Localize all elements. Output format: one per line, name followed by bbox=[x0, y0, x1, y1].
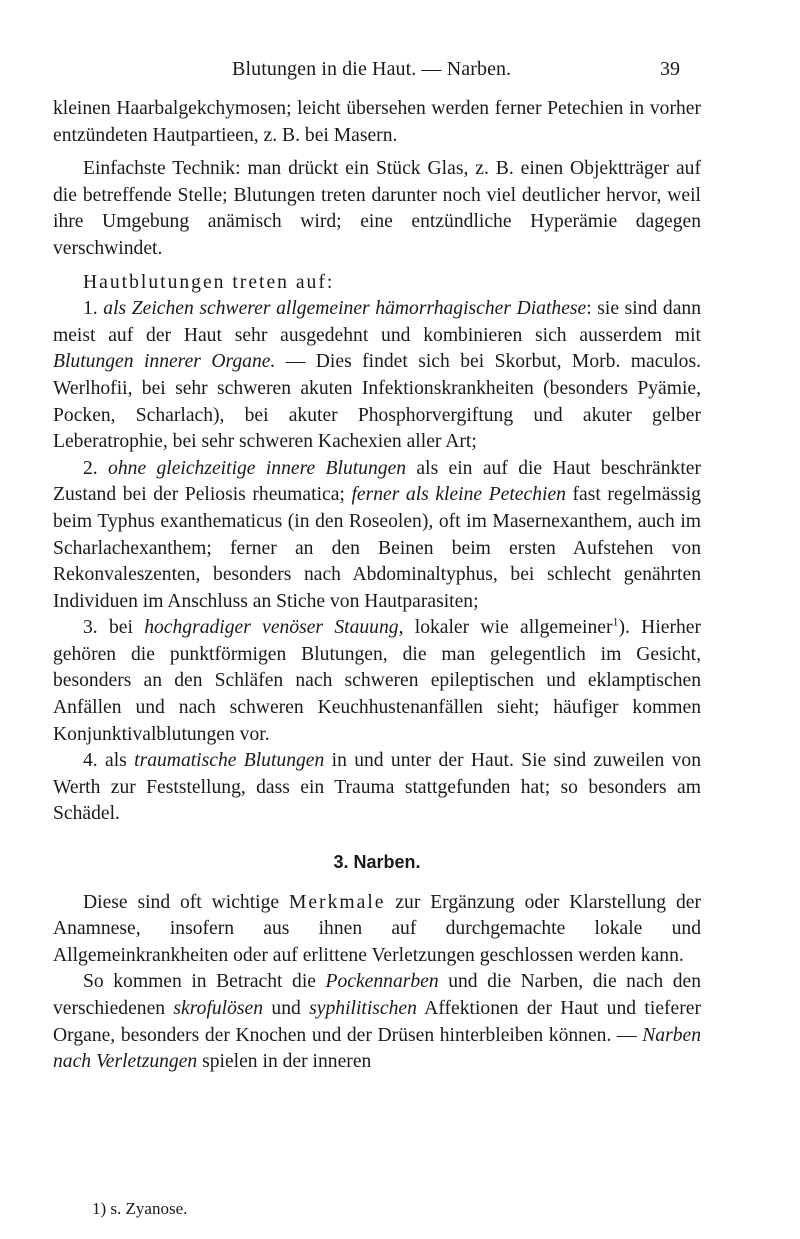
paragraph-scars-intro: Diese sind oft wichtige Merkmale zur Ergänzung oder Klarstellung der Anamnese, insofern aus ihnen auf durchgemachte lokale und Allgemeinkrankheiten oder auf erlittene Verletzungen geschlossen werden kann. bbox=[53, 891, 701, 966]
page-number: 39 bbox=[660, 58, 680, 80]
running-head: Blutungen in die Haut. — Narben. bbox=[232, 58, 512, 80]
paragraph-scars-types: So kommen in Betracht die Pockennarben und die Narben, die nach den verschiedenen skrofulösen und syphilitischen Affektionen der Haut und tieferer Organe, besonders der Knochen und der Drüsen hinterbleiben können. — Narben nach Verletzungen spielen in der inneren bbox=[53, 971, 701, 1073]
list-item-4: 4. als traumatische Blutungen in und unter der Haut. Sie sind zuweilen von Werth zur Feststellung, dass ein Trauma stattgefunden hat; so besonders am Schädel. bbox=[53, 750, 701, 825]
paragraph-continuation: kleinen Haarbalgekchymosen; leicht übersehen werden ferner Petechien in vorher entzündeten Hautpartieen, z. B. bei Masern. bbox=[53, 98, 701, 146]
list-item-3: 3. bei hochgradiger venöser Stauung, lokaler wie allgemeiner$^1$). Hierher gehören die punktförmigen Blutungen, die man gelegentlich im Gesicht, besonders an den Schläfen nach schweren epileptischen und eklamptischen Anfällen und nach schweren Keuchhustenanfällen sieht; häufiger kommen Konjunktivalblutungen vor. bbox=[53, 614, 702, 745]
list-item-2: 2. ohne gleichzeitige innere Blutungen als ein auf die Haut beschränkter Zustand bei der Peliosis rheumatica; ferner als kleine Petechien fast regelmässig beim Typhus exanthematicus (in den Roseolen), oft im Masernexanthem, auch im Scharlachexanthem; ferner an den Beinen beim ersten Aufstehen von Rekonvaleszenten, besonders nach Abdominaltyphus, bei schlecht genährten Individuen im Anschluss an Stiche von Hautparasiten; bbox=[53, 457, 702, 612]
paragraph-occurrence-intro: Hautblutungen treten auf: bbox=[83, 271, 335, 293]
list-item-1: 1. als Zeichen schwerer allgemeiner hämorrhagischer Diathese: sie sind dann meist auf der Haut sehr ausgedehnt und kombinieren sich ausserdem mit Blutungen innerer Organe. — Dies findet sich bei Skorbut, Morb. maculos. Werlhofii, bei sehr schweren akuten Infektionskrankheiten (besonders Pyämie, Pocken, Scharlach), bei akuter Phosphorvergiftung und akuter gelber Leberatrophie, bei sehr schweren Kachexien aller Art; bbox=[53, 298, 702, 453]
paragraph-technique: Einfachste Technik: man drückt ein Stück Glas, z. B. einen Objektträger auf die betreffende Stelle; Blutungen treten darunter noch viel deutlicher hervor, weil ihre Umgebung anämisch wird; eine entzündliche Hyperämie dagegen verschwindet. bbox=[53, 158, 701, 259]
section-heading: 3. Narben. bbox=[333, 852, 421, 873]
footnote: 1) s. Zyanose. bbox=[92, 1199, 188, 1218]
footnote-marker: 1 bbox=[612, 614, 619, 629]
body-text bbox=[53, 96, 701, 1076]
